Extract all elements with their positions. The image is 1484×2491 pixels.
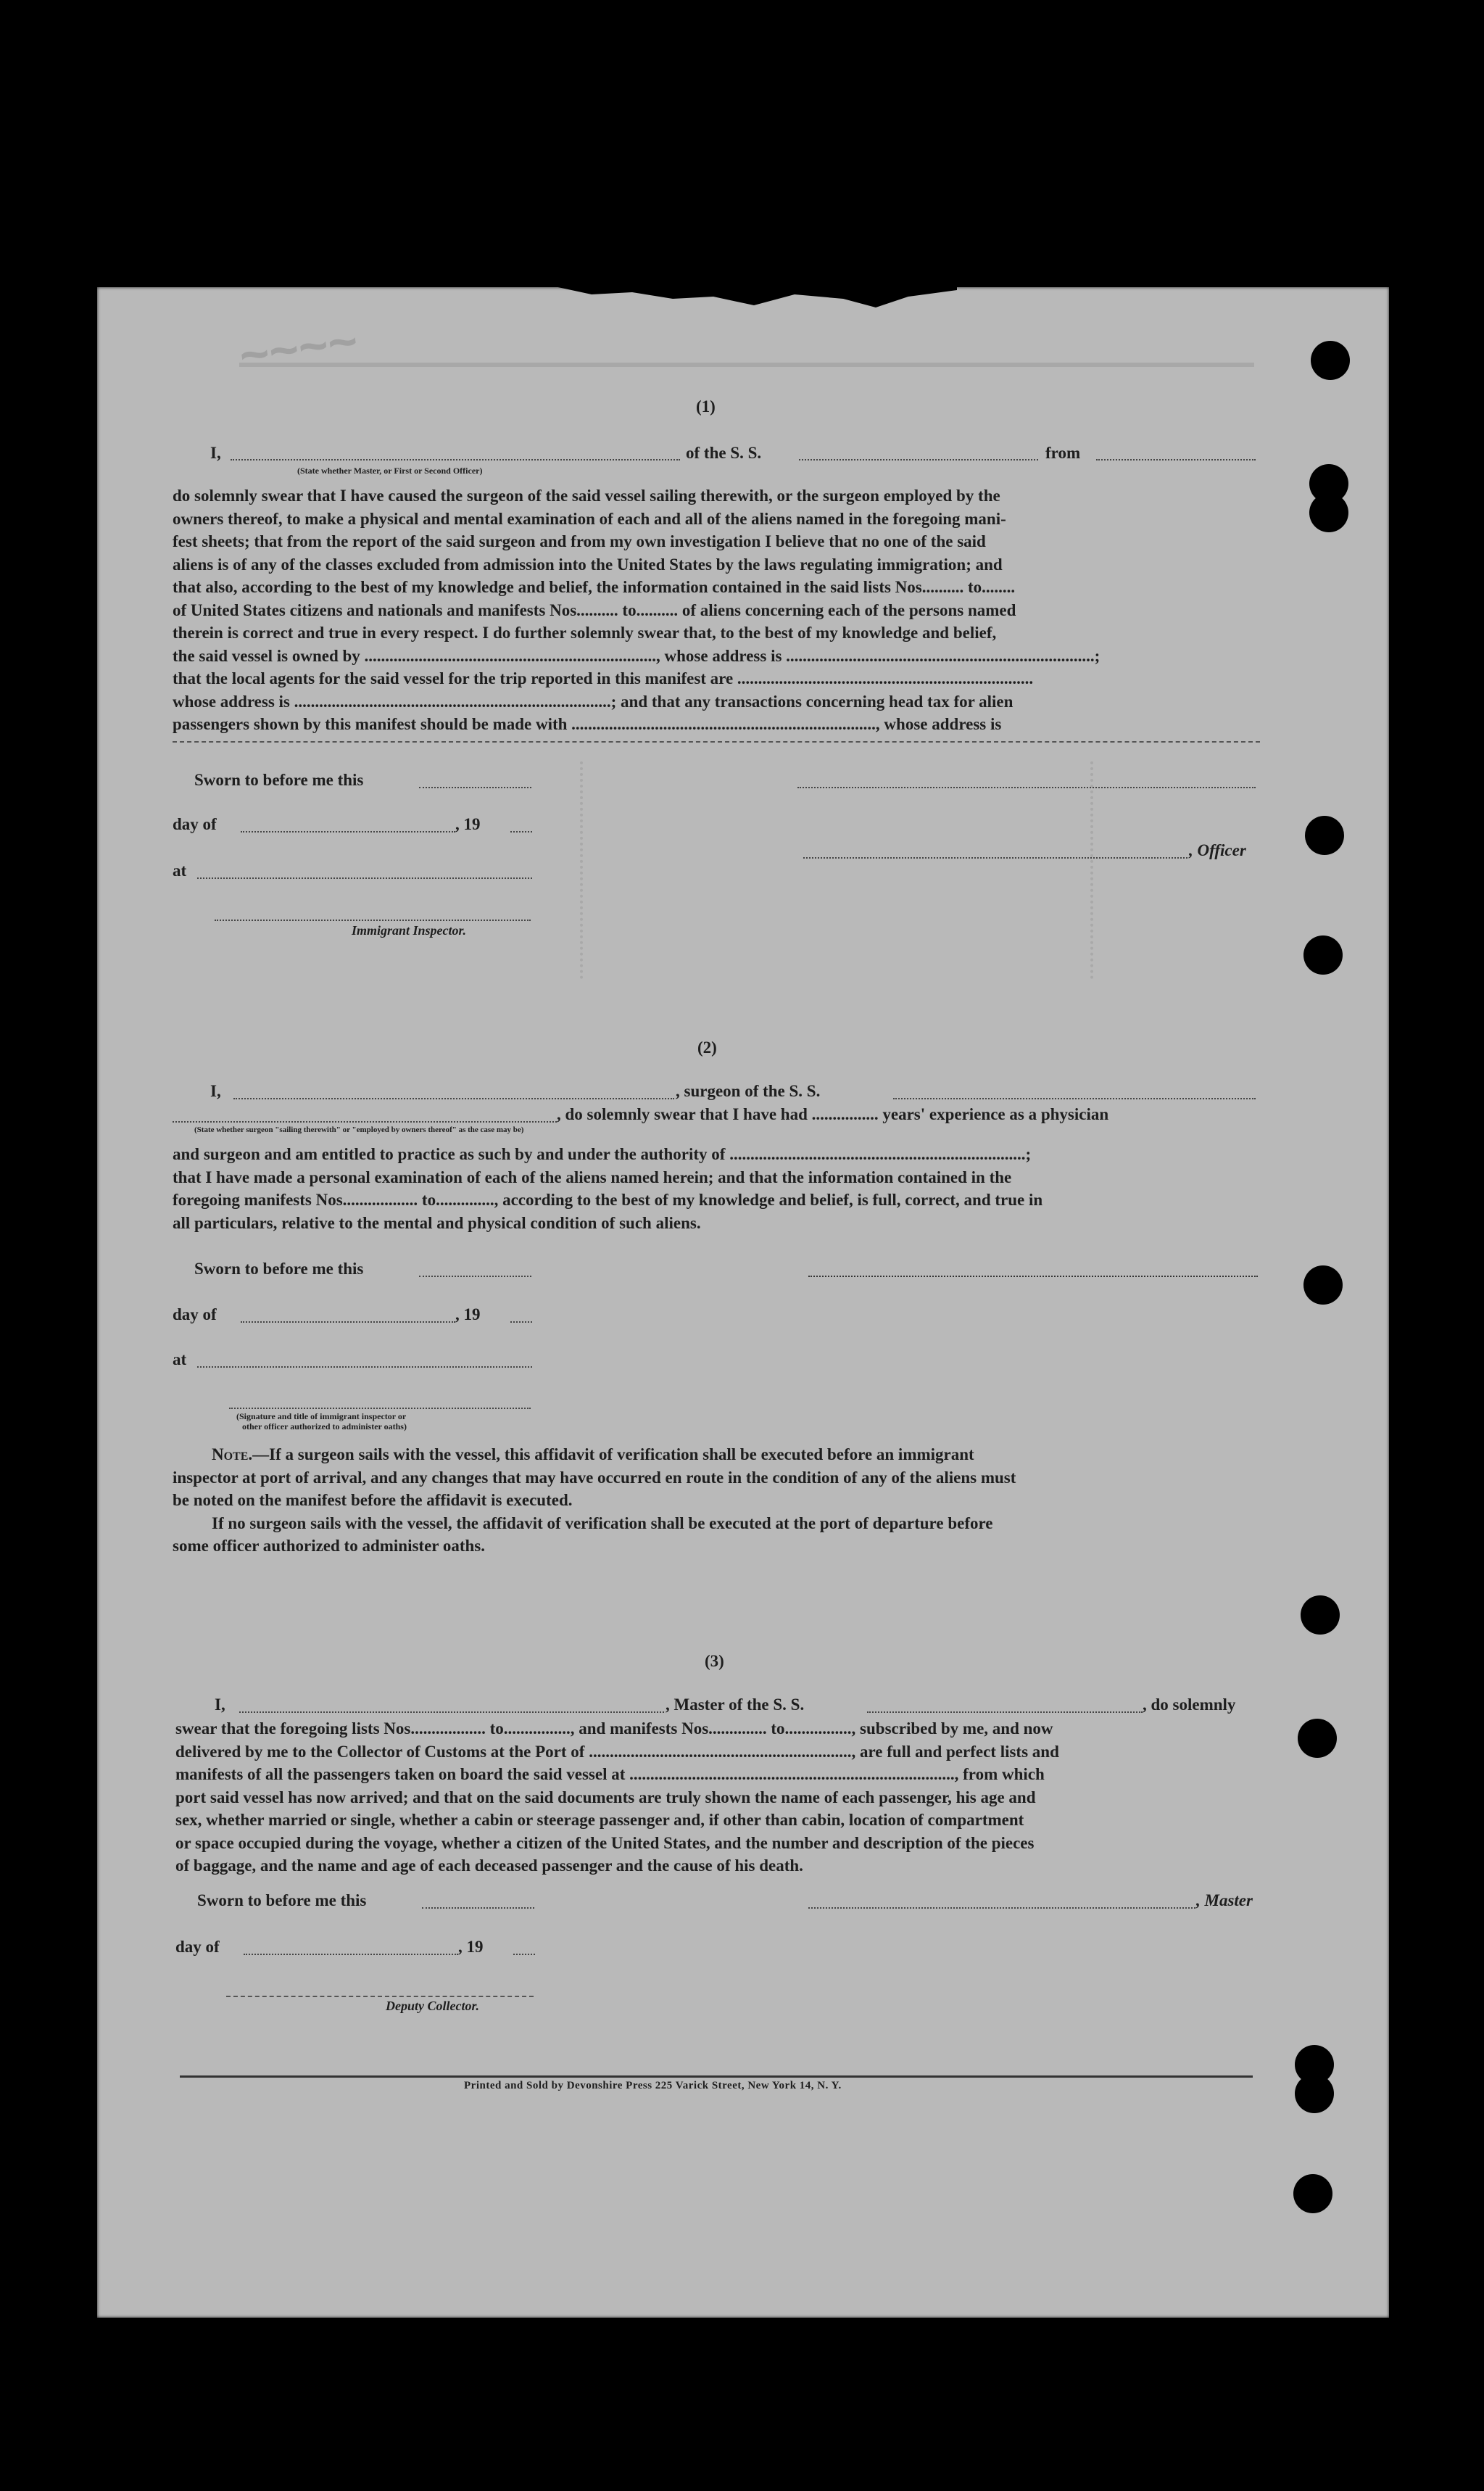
sworn-day-field[interactable] [422,1907,534,1909]
section-3-oath-text [175,1717,1260,1877]
sworn-label: Sworn to before me this [197,1891,367,1909]
surgeon-vessel-field[interactable] [893,1098,1256,1099]
section-2-oath-text [173,1143,1260,1234]
day-of-label: day of [173,1305,217,1323]
footer-rule [180,2075,1253,2078]
punch-hole [1305,816,1344,855]
note-line: inspector at port of arrival, and any changes that may have occurred en route in the condition of any of the aliens must [173,1468,1016,1487]
oath-line: that the local agents for the said vessel for the trip reported in this manifest are ....................................................................... [173,669,1034,687]
oath-line: whose address is ............................................................................; and that any transactions concerning head tax for alien [173,692,1013,711]
divider-line [173,741,1260,743]
sworn-label: Sworn to before me this [194,771,364,789]
oath-line: manifests of all the passengers taken on board the said vessel at .............................................................................., from which [175,1765,1045,1783]
punch-hole [1309,493,1348,532]
oath-line: sex, whether married or single, whether a cabin or steerage passenger and, if other than cabin, location of compartment [175,1811,1024,1829]
printer-imprint: Printed and Sold by Devonshire Press 225 Varick Street, New York 14, N. Y. [464,2080,842,2091]
ghost-header [239,363,1254,396]
punch-hole [1293,2174,1332,2213]
master-i-label: I, [215,1695,225,1714]
officer-name-field[interactable] [231,459,680,460]
day-of-field[interactable] [241,831,455,833]
oath-line: aliens is of any of the classes excluded from admission into the United States by the laws regulating immigration; and [173,555,1003,574]
punch-hole [1301,1595,1340,1635]
day-of-field[interactable] [241,1321,455,1323]
sworn-day-field[interactable] [419,787,531,788]
note-line: —If a surgeon sails with the vessel, this affidavit of verification shall be executed before an immigrant [252,1445,974,1463]
oath-line: fest sheets; that from the report of the said surgeon and from my own investigation I believe that no one of the said [173,532,986,550]
oath-line: that I have made a personal examination of each of the aliens named herein; and that the information contained in the [173,1168,1012,1186]
note-line: If no surgeon sails with the vessel, the affidavit of verification shall be executed at the port of departure before [212,1513,993,1532]
punch-hole [1298,1719,1337,1758]
day-of-field[interactable] [244,1954,458,1955]
witness-signature-field[interactable] [229,1408,531,1409]
oath-line: foregoing manifests Nos.................. to.............., according to the best of my knowledge and belief, is full, correct, and true in [173,1191,1043,1209]
signature-note: (Signature and title of immigrant inspector or [236,1411,407,1421]
from-label: from [1045,444,1081,462]
year-field[interactable] [510,831,532,833]
surgeon-name-field[interactable] [233,1098,674,1099]
note-line: some officer authorized to administer oaths. [173,1537,485,1555]
oath-line: owners thereof, to make a physical and mental examination of each and all of the aliens named in the foregoing mani- [173,509,1006,528]
master-signature-field[interactable] [808,1907,1195,1909]
oath-line: passengers shown by this manifest should be made with ........................................................................., whose address is [173,715,1002,733]
oath-line: swear that the foregoing lists Nos.................. to................, and manifests Nos.............. to................, subscribed by me, and now [175,1719,1053,1738]
surgeon-signature-field[interactable] [808,1276,1258,1277]
at-place-field[interactable] [197,1366,532,1368]
at-label: at [173,1350,187,1368]
signature-note: other officer authorized to administer oaths) [242,1421,407,1432]
master-name-field[interactable] [239,1711,664,1713]
at-place-field[interactable] [197,877,532,879]
do-solemnly-label: , do solemnly [1143,1695,1236,1714]
oath-line: that also, according to the best of my knowledge and belief, the information contained in the said lists Nos.......... to........ [173,578,1016,596]
immigrant-inspector-label: Immigrant Inspector. [352,923,467,938]
master-label: , Master [1196,1891,1253,1909]
oath-line: of baggage, and the name and age of each deceased passenger and the cause of his death. [175,1856,803,1875]
master-vessel-field[interactable] [867,1711,1143,1713]
section-2-number: (2) [697,1038,717,1057]
punch-hole [1303,935,1343,975]
deputy-signature-field[interactable] [226,1996,534,1997]
section-3-number: (3) [705,1652,724,1670]
year-field[interactable] [510,1321,532,1323]
oath-line: therein is correct and true in every respect. I do further solemnly swear that, to the best of my knowledge and belief, [173,624,997,642]
surgeon-instruction-note: (State whether surgeon "sailing therewith" or "employed by owners thereof" as the case may be) [194,1125,524,1134]
punch-hole [1303,1265,1343,1305]
master-of-label: , Master of the S. S. [666,1695,805,1714]
officer-signature-field[interactable] [797,787,1256,788]
punch-hole [1295,2074,1334,2113]
note-label: Note. [212,1445,253,1463]
surgeon-i-label: I, [210,1082,221,1100]
oath-line: and surgeon and am entitled to practice as such by and under the authority of .......................................................................; [173,1145,1032,1163]
surgeon-of-label: , surgeon of the S. S. [676,1082,821,1100]
oath-line: or space occupied during the voyage, whether a citizen of the United States, and the number and description of the pieces [175,1833,1035,1852]
vessel-name-field[interactable] [799,459,1038,460]
deputy-collector-label: Deputy Collector. [386,1999,479,2013]
day-of-label: day of [173,815,217,833]
day-of-label: day of [175,1938,220,1956]
officer-title-field[interactable] [803,857,1187,859]
surgeon-swear-line: , do solemnly swear that I have had ................ years' experience as a physician [557,1105,1109,1123]
sworn-day-field[interactable] [419,1276,531,1277]
oath-line: do solemnly swear that I have caused the surgeon of the said vessel sailing therewith, or the surgeon employed by the [173,487,1000,505]
surgeon-status-field[interactable] [173,1121,557,1123]
year-label: , 19 [458,1938,484,1956]
ghost-block [580,761,1093,979]
oath-line: of United States citizens and nationals and manifests Nos.......... to.......... of aliens concerning each of the persons named [173,600,1016,619]
section-1-number: (1) [696,397,716,416]
officer-instruction-note: (State whether Master, or First or Second Officer) [297,466,483,476]
note-line: be noted on the manifest before the affidavit is executed. [173,1491,573,1509]
oath-i-label: I, [210,444,221,462]
oath-line: delivered by me to the Collector of Customs at the Port of ..............................................................., are full and perfect lists and [175,1742,1059,1761]
at-label: at [173,862,187,880]
oath-line: the said vessel is owned by ......................................................................, whose address is ..........................................................................; [173,646,1100,665]
oath-line: all particulars, relative to the mental and physical condition of such aliens. [173,1213,701,1232]
year-field[interactable] [513,1954,535,1955]
of-the-ss-label: of the S. S. [686,444,762,462]
sworn-label: Sworn to before me this [194,1260,364,1278]
ghost-mark: ~~~~ [236,312,362,384]
section-1-oath-text [173,484,1260,736]
year-label: , 19 [455,815,481,833]
officer-label: , Officer [1189,841,1246,859]
from-port-field[interactable] [1096,459,1256,460]
note-paragraph [173,1443,1260,1558]
inspector-signature-field[interactable] [215,920,531,921]
year-label: , 19 [455,1305,481,1323]
oath-line: port said vessel has now arrived; and that on the said documents are truly shown the name of each passenger, his age and [175,1788,1036,1806]
punch-hole [1311,341,1350,380]
